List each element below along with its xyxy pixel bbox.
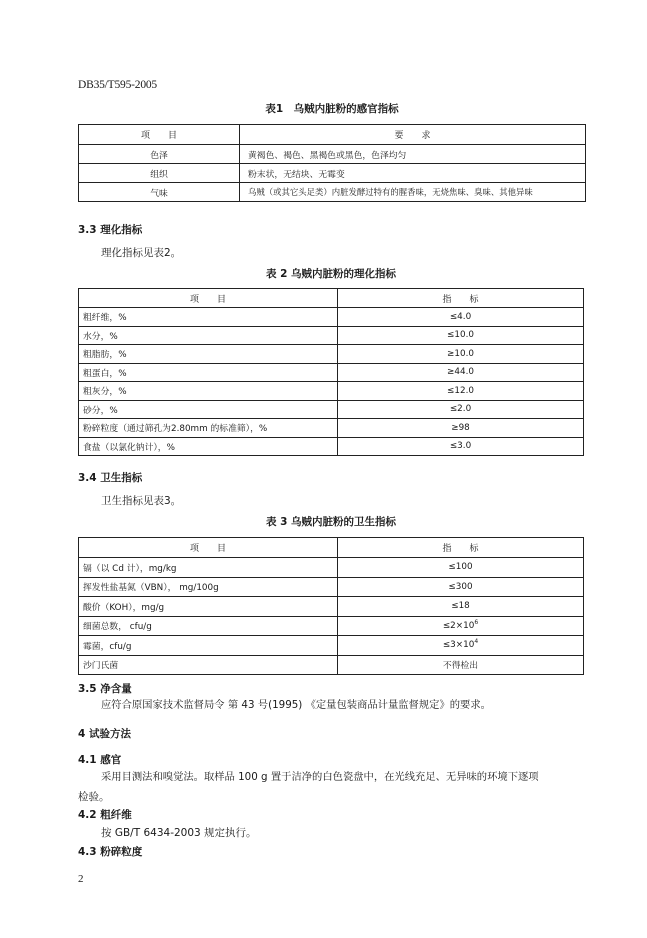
table2-header-item: 项 目 (79, 289, 338, 308)
table-row (79, 164, 586, 183)
table1-cell-item: 气味 (79, 183, 240, 202)
table2-cell-value: ≥98 (338, 419, 584, 438)
table2-cell-item: 砂分，% (79, 400, 338, 419)
table3-cell-value: 不得检出 (338, 655, 584, 675)
document-code: DB35/T595-2005 (78, 79, 157, 91)
table1-cell-requirement: 粉末状，无结块、无霉变 (240, 164, 586, 183)
table3-cell-item: 酸价（KOH），mg/g (79, 597, 338, 617)
table-row (79, 145, 586, 164)
table2-cell-item: 水分，% (79, 326, 338, 345)
table2 (78, 288, 584, 456)
table-row (79, 558, 584, 578)
section-4-1-title: 4.1 感官 (78, 754, 122, 766)
table3-cell-item: 挥发性盐基氮（VBN）， mg/100g (79, 577, 338, 597)
table2-cell-value: ≤12.0 (338, 382, 584, 401)
section-4-1-text-line1: 采用目测法和嗅觉法。取样品 100 g 置于洁净的白色瓷盘中，在光线充足、无异味的环境下逐项 (101, 771, 539, 783)
table2-cell-item: 粗蛋白，% (79, 363, 338, 382)
section-3-5-title: 3.5 净含量 (78, 683, 132, 695)
table2-cell-value: ≤10.0 (338, 326, 584, 345)
table2-cell-value: ≥10.0 (338, 345, 584, 364)
section-3-4-title: 3.4 卫生指标 (78, 472, 143, 484)
value-exponent: 4 (474, 638, 479, 646)
table-row (79, 382, 584, 401)
table2-cell-item: 粗灰分，% (79, 382, 338, 401)
table2-cell-item: 粗脂肪，% (79, 345, 338, 364)
table3-caption: 表 3 乌贼内脏粉的卫生指标 (265, 516, 397, 528)
section-4-2-text: 按 GB/T 6434-2003 规定执行。 (101, 827, 257, 839)
table3-header-item: 项 目 (79, 538, 338, 558)
section-4-3-title: 4.3 粉碎粒度 (78, 846, 143, 858)
table2-caption: 表 2 乌贼内脏粉的理化指标 (265, 268, 397, 280)
table-row (79, 437, 584, 456)
table1-cell-item: 组织 (79, 164, 240, 183)
table3 (78, 537, 584, 675)
table-row (79, 363, 584, 382)
table-row (79, 308, 584, 327)
table2-cell-item: 食盐（以氯化钠计），% (79, 437, 338, 456)
table-row (79, 183, 586, 202)
page-number: 2 (78, 873, 84, 885)
table2-cell-value: ≤4.0 (338, 308, 584, 327)
section-3-4-text: 卫生指标见表3。 (101, 495, 182, 507)
table3-cell-value: ≤100 (338, 558, 584, 578)
table3-cell-value: ≤300 (338, 577, 584, 597)
section-4-1-text-line2: 检验。 (78, 791, 110, 803)
table1-cell-requirement: 黄褐色、褐色、黑褐色或黑色，色泽均匀 (240, 145, 586, 164)
table1-cell-requirement: 乌贼（或其它头足类）内脏发酵过特有的腥香味，无烧焦味、臭味、其他异味 (240, 183, 586, 202)
table3-cell-item: 镉（以 Cd 计），mg/kg (79, 558, 338, 578)
table3-cell-item: 细菌总数， cfu/g (79, 616, 338, 636)
table-row (79, 636, 584, 656)
section-4-title: 4 试验方法 (78, 728, 131, 740)
table1 (78, 124, 586, 202)
table-row (79, 616, 584, 636)
table-row (79, 597, 584, 617)
table3-cell-item: 霉菌，cfu/g (79, 636, 338, 656)
table3-header-index: 指 标 (338, 538, 584, 558)
table-row (79, 400, 584, 419)
table2-cell-value: ≤3.0 (338, 437, 584, 456)
table-row (79, 419, 584, 438)
table-row (79, 345, 584, 364)
table3-cell-item: 沙门氏菌 (79, 655, 338, 675)
table3-cell-value (338, 616, 584, 636)
table1-cell-item: 色泽 (79, 145, 240, 164)
section-3-5-text: 应符合原国家技术监督局令 第 43 号(1995) 《定量包装商品计量监督规定》的要求。 (101, 699, 491, 711)
value-base: ≤3×10 (442, 640, 475, 651)
table-row (79, 326, 584, 345)
table-row (79, 577, 584, 597)
section-3-3-text: 理化指标见表2。 (101, 247, 182, 259)
table2-cell-item: 粗纤维，% (79, 308, 338, 327)
section-3-3-title: 3.3 理化指标 (78, 224, 143, 236)
value-base: ≤2×10 (442, 620, 475, 631)
table-row (79, 655, 584, 675)
section-4-2-title: 4.2 粗纤维 (78, 809, 132, 821)
table3-cell-value (338, 636, 584, 656)
table1-header-requirement: 要 求 (240, 125, 586, 145)
value-exponent: 6 (474, 618, 479, 626)
table1-caption: 表1 乌贼内脏粉的感官指标 (265, 103, 399, 115)
table2-header-index: 指 标 (338, 289, 584, 308)
table1-header-item: 项 目 (79, 125, 240, 145)
table2-cell-value: ≤2.0 (338, 400, 584, 419)
table2-cell-value: ≥44.0 (338, 363, 584, 382)
table2-cell-item: 粉碎粒度（通过筛孔为2.80mm 的标准筛），% (79, 419, 338, 438)
table3-cell-value: ≤18 (338, 597, 584, 617)
